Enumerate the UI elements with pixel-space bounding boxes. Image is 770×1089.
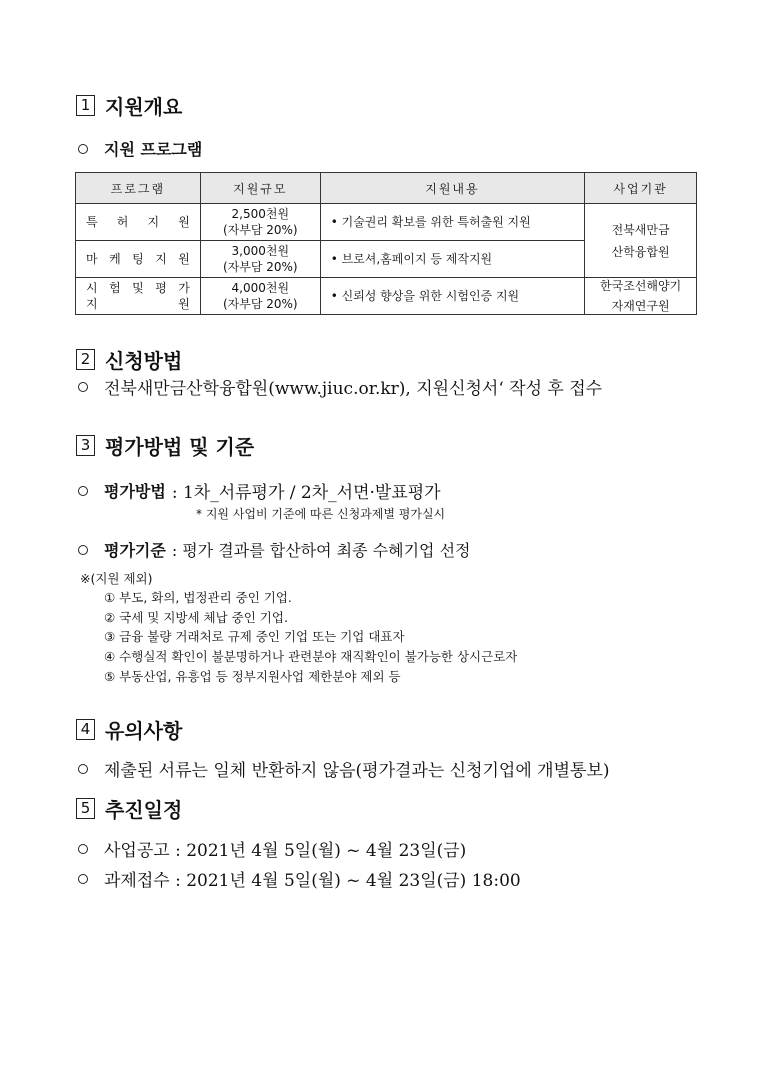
application-method-line bbox=[78, 374, 602, 399]
org-line: 전북새만금 bbox=[611, 222, 670, 237]
org-line: 산학융합원 bbox=[611, 244, 670, 259]
content-cell: • 신뢰성 향상을 위한 시험인증 지원 bbox=[320, 278, 584, 315]
scale-note: (자부담 20%) bbox=[222, 260, 298, 274]
program-char: 마 bbox=[86, 252, 98, 266]
program-cell bbox=[76, 204, 201, 241]
circle-bullet-icon bbox=[78, 764, 88, 774]
table-header-row bbox=[76, 173, 697, 204]
program-char: 지 bbox=[86, 297, 98, 311]
notice-text: 제출된 서류는 일체 반환하지 않음(평가결과는 신청기업에 개별통보) bbox=[104, 761, 610, 781]
section-number-box: 2 bbox=[76, 349, 95, 370]
circle-bullet-icon bbox=[78, 874, 88, 884]
program-char: 특 bbox=[86, 215, 98, 229]
section-number-box: 4 bbox=[76, 719, 95, 740]
circle-bullet-icon bbox=[78, 844, 88, 854]
table-row bbox=[76, 278, 697, 315]
scale-note: (자부담 20%) bbox=[222, 297, 298, 311]
scale-cell bbox=[200, 204, 320, 241]
content-cell: • 기술권리 확보를 위한 특허출원 지원 bbox=[320, 204, 584, 241]
evaluation-criteria-line bbox=[78, 538, 471, 561]
exclusion-item: ① 부도, 화의, 법정관리 중인 기업. bbox=[104, 590, 292, 605]
program-cell bbox=[76, 241, 201, 278]
content-cell: • 브로셔,홈페이지 등 제작지원 bbox=[320, 241, 584, 278]
org-line: 한국조선해양기 bbox=[600, 279, 682, 293]
scale-amount: 4,000천원 bbox=[231, 281, 290, 295]
exclusion-item: ③ 금융 불량 거래처로 규제 중인 기업 또는 기업 대표자 bbox=[104, 629, 405, 644]
program-table bbox=[75, 172, 697, 315]
program-char: 원 bbox=[178, 215, 190, 229]
application-method-text: 전북새만금산학융합원(www.jiuc.or.kr), 지원신청서‘ 작성 후 접수 bbox=[104, 379, 603, 399]
section-title: 지원개요 bbox=[105, 95, 183, 119]
evaluation-method-text: : 1차_서류평가 / 2차_서면·발표평가 bbox=[171, 483, 441, 503]
scale-amount: 3,000천원 bbox=[231, 244, 290, 258]
program-cell bbox=[76, 278, 201, 315]
section-4-heading bbox=[76, 715, 182, 744]
table-header: 사업기관 bbox=[585, 173, 697, 204]
section-number-box: 3 bbox=[76, 435, 95, 456]
schedule-line bbox=[78, 866, 521, 891]
schedule-text: 사업공고 : 2021년 4월 5일(월) ~ 4월 23일(금) bbox=[104, 841, 467, 861]
table-header: 지원규모 bbox=[200, 173, 320, 204]
section-number-box: 1 bbox=[76, 95, 95, 116]
program-char: 가 bbox=[178, 281, 190, 295]
program-char: 및 bbox=[132, 281, 144, 295]
section-1-heading bbox=[76, 91, 182, 120]
section-title: 평가방법 및 기준 bbox=[105, 435, 255, 459]
program-char: 지 bbox=[147, 215, 160, 229]
program-char: 원 bbox=[178, 297, 190, 311]
program-char: 허 bbox=[116, 215, 129, 229]
evaluation-method-line bbox=[78, 478, 441, 503]
program-subheading bbox=[78, 137, 202, 160]
exclusion-title: ※(지원 제외) bbox=[80, 571, 153, 586]
scale-amount: 2,500천원 bbox=[231, 207, 290, 221]
section-title: 유의사항 bbox=[105, 719, 183, 743]
evaluation-criteria-text: : 평가 결과를 합산하여 최종 수혜기업 선정 bbox=[171, 541, 471, 560]
program-char: 험 bbox=[109, 281, 121, 295]
org-cell bbox=[585, 278, 697, 315]
program-char: 지 bbox=[155, 252, 167, 266]
program-char: 팅 bbox=[132, 252, 144, 266]
section-title: 신청방법 bbox=[105, 349, 183, 373]
circle-bullet-icon bbox=[78, 144, 88, 154]
exclusion-item: ④ 수행실적 확인이 불분명하거나 관련분야 재직확인이 불가능한 상시근로자 bbox=[104, 649, 518, 664]
circle-bullet-icon bbox=[78, 382, 88, 392]
program-char: 평 bbox=[155, 281, 167, 295]
table-header: 프로그램 bbox=[76, 173, 201, 204]
exclusion-item: ② 국세 및 지방세 체납 중인 기업. bbox=[104, 610, 288, 625]
table-row bbox=[76, 204, 697, 241]
table-header: 지원내용 bbox=[320, 173, 584, 204]
section-3-heading bbox=[76, 431, 254, 460]
schedule-line bbox=[78, 836, 466, 861]
program-char: 원 bbox=[178, 252, 190, 266]
org-cell bbox=[585, 204, 697, 278]
scale-cell bbox=[200, 278, 320, 315]
evaluation-method-label: 평가방법 bbox=[104, 482, 166, 501]
section-5-heading bbox=[76, 794, 182, 823]
program-char: 시 bbox=[86, 281, 98, 295]
subheading-text: 지원 프로그램 bbox=[104, 140, 203, 159]
section-2-heading bbox=[76, 345, 182, 374]
evaluation-method-note: * 지원 사업비 기준에 따른 신청과제별 평가실시 bbox=[196, 507, 446, 521]
section-number-box: 5 bbox=[76, 798, 95, 819]
scale-cell bbox=[200, 241, 320, 278]
schedule-text: 과제접수 : 2021년 4월 5일(월) ~ 4월 23일(금) 18:00 bbox=[104, 871, 521, 891]
scale-note: (자부담 20%) bbox=[222, 223, 298, 237]
program-char: 케 bbox=[109, 252, 121, 266]
circle-bullet-icon bbox=[78, 486, 88, 496]
org-line: 자재연구원 bbox=[611, 299, 670, 313]
evaluation-criteria-label: 평가기준 bbox=[104, 541, 166, 560]
exclusion-item: ⑤ 부동산업, 유흥업 등 정부지원사업 제한분야 제외 등 bbox=[104, 669, 401, 684]
notice-line bbox=[78, 756, 610, 781]
section-title: 추진일정 bbox=[105, 798, 183, 822]
circle-bullet-icon bbox=[78, 545, 88, 555]
